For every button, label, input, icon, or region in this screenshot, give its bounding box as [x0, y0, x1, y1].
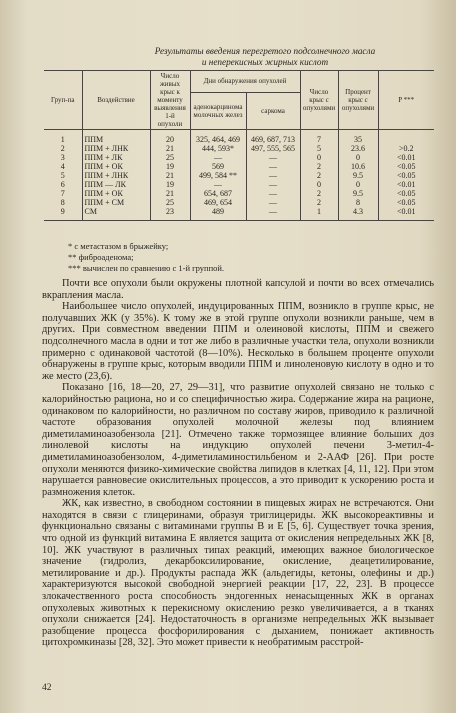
- table-row: [44, 180, 434, 189]
- table-cell: —: [246, 189, 300, 198]
- table-cell: —: [246, 207, 300, 221]
- table-cell: 8: [338, 198, 378, 207]
- body-text: [42, 278, 434, 649]
- table-cell: 5: [300, 144, 338, 153]
- table-cell: 19: [150, 162, 190, 171]
- table-cell: 325, 464, 469: [190, 130, 246, 145]
- table-cell: 9: [44, 207, 82, 221]
- table-cell: —: [246, 180, 300, 189]
- table-cell: ППМ + СМ: [82, 198, 150, 207]
- header-sarcoma: саркома: [246, 92, 300, 129]
- table-cell: 2: [44, 144, 82, 153]
- header-alive: Число живых крыс к моменту выявления 1-й опухоли: [150, 71, 190, 130]
- table-cell: <0.01: [378, 207, 434, 221]
- table-row: [44, 153, 434, 162]
- header-adenocarcinoma: аденокарцинома молочных желез: [190, 92, 246, 129]
- table-cell: 0: [338, 180, 378, 189]
- table-cell: 569: [190, 162, 246, 171]
- table-cell: <0.05: [378, 189, 434, 198]
- table-row: [44, 130, 434, 145]
- header-count: Число крыс с опухолями: [300, 71, 338, 130]
- table-cell: 23.6: [338, 144, 378, 153]
- table-cell: —: [246, 198, 300, 207]
- table-cell: 9.5: [338, 189, 378, 198]
- table-cell: 444, 593*: [190, 144, 246, 153]
- table-cell: 1: [44, 130, 82, 145]
- table-cell: 19: [150, 180, 190, 189]
- footnote-3: *** вычислен по сравнению с 1-й группой.: [68, 263, 225, 273]
- table-cell: <0.05: [378, 162, 434, 171]
- table-cell: 21: [150, 171, 190, 180]
- table-cell: 497, 555, 565: [246, 144, 300, 153]
- table-cell: 21: [150, 144, 190, 153]
- table-cell: 0: [300, 180, 338, 189]
- table-cell: СМ: [82, 207, 150, 221]
- table-cell: 7: [300, 130, 338, 145]
- table-cell: ППМ: [82, 130, 150, 145]
- table-cell: 3: [44, 153, 82, 162]
- table-row: [44, 144, 434, 153]
- table-cell: 6: [44, 180, 82, 189]
- paragraph: ЖК, как известно, в свободном состоянии в пищевых жирах не встречаются. Они находятся в связи с глицеринами, образуя триглицериды. ЖК высокореактивны и функционально связаны с витаминами группы В и Е [5, 6]. Существует точка зрения, что одной из функций витамина Е является защита от окисления непредельных ЖК [8, 10]. ЖК участвуют в различных типах реакций, имеющих важное биологическое значение (гидролиз, декарбоксилирование, окисление, деацетилирование, метилирование и др.). Продукты распада ЖК (альдегиды, кетоны, олефины и др.) характеризуются высокой свободной энергией реакции [17, 22, 23]. В процессе злокачественного роста способность эндогенных ненасыщенных ЖК в органах опухолевых животных к перекисному окислению резко увеличивается, а в тканях опухоли снижается [24]. Недостаточность в организме непредельных ЖК вызывает разобщение процесса фосфорилирования с дыханием, понижает активность цитохромкиназы [28, 32]. Это может привести к необратимым расстрой-: [42, 498, 434, 649]
- table-cell: 4.3: [338, 207, 378, 221]
- table-cell: 23: [150, 207, 190, 221]
- table-cell: ППМ + ОК: [82, 162, 150, 171]
- page-number: 42: [42, 683, 52, 693]
- table-cell: ППМ — ЛК: [82, 180, 150, 189]
- table-cell: 2: [300, 162, 338, 171]
- table-row: [44, 162, 434, 171]
- table-row: [44, 189, 434, 198]
- table-footnotes: [68, 241, 224, 274]
- paragraph: Показано [16, 18—20, 27, 29—31], что развитие опухолей связано не только с калорийностью рациона, но и со специфичностью жира. Содержание жира на рационе, одинаковом по калорийности, но различном по составу жиров, приводило к различной частоте образования опухолей молочной железы под влиянием диметиламиноазобензола [21]. Отмечено также тормозящее влияние больших доз линолевой кислоты на индукцию опухолей печени 3-метил-4-диметиламиноазобензолом, 4-диметиламиностильбеном и 2-ААФ [26]. При росте опухоли меняются физико-химические свойства липидов в клетках [4, 11, 12]. При этом нарушается равновесие окислительных процессов, а это приводит к ускорению роста и размножения клеток.: [42, 382, 434, 498]
- table-cell: [378, 130, 434, 145]
- footnote-2: ** фиброаденома;: [68, 252, 134, 262]
- table-cell: ППМ + ЛНК: [82, 171, 150, 180]
- table-cell: 25: [150, 153, 190, 162]
- table-cell: 654, 687: [190, 189, 246, 198]
- table-cell: <0.01: [378, 180, 434, 189]
- table-cell: 7: [44, 189, 82, 198]
- table-cell: 2: [300, 189, 338, 198]
- results-table: [44, 70, 434, 221]
- table-cell: 2: [300, 171, 338, 180]
- table-cell: 20: [150, 130, 190, 145]
- footnote-1: * с метастазом в брыжейку;: [68, 241, 169, 251]
- table-cell: —: [190, 153, 246, 162]
- header-detect-days: Дни обнаружения опухолей: [190, 71, 300, 93]
- table-row: [44, 207, 434, 221]
- table-cell: 10.6: [338, 162, 378, 171]
- table-cell: —: [246, 162, 300, 171]
- table-body: [44, 130, 434, 221]
- table-cell: 0: [338, 153, 378, 162]
- table-caption: [130, 46, 400, 68]
- table-cell: 469, 687, 713: [246, 130, 300, 145]
- header-percent: Процент крыс с опухолями: [338, 71, 378, 130]
- table-cell: 2: [300, 198, 338, 207]
- table-cell: 469, 654: [190, 198, 246, 207]
- table-cell: <0.05: [378, 198, 434, 207]
- table-cell: 499, 584 **: [190, 171, 246, 180]
- table-cell: 35: [338, 130, 378, 145]
- table-cell: 21: [150, 189, 190, 198]
- paragraph: Наибольшее число опухолей, индуцированных ППМ, возникло в группе крыс, не получавших ЖК (у 35%). К тому же в этой группе опухоли возникли раньше, чем в других. При совместном введении ППМ и олеиновой кислоты, ППМ и свежего подсолнечного масла в одни и тот же либо в различные участки тела, опухоли возникли примерно с одинаковой частотой (8—10%). Несколько в большем проценте опухоли обнаружены в группе крыс, которым вводили ППМ и линоленовую кислоту в одно и то же место (23,6).: [42, 301, 434, 382]
- table-cell: 5: [44, 171, 82, 180]
- table-row: [44, 171, 434, 180]
- table-cell: —: [246, 171, 300, 180]
- caption-line-2: и неперекисных жирных кислот: [201, 57, 329, 67]
- table-cell: ППМ + ЛНК: [82, 144, 150, 153]
- header-impact: Воздействие: [82, 71, 150, 130]
- table-cell: 9.5: [338, 171, 378, 180]
- table-cell: <0.05: [378, 171, 434, 180]
- table-cell: 4: [44, 162, 82, 171]
- caption-line-1: Результаты введения перегретого подсолнечного масла: [154, 46, 376, 56]
- table-cell: 489: [190, 207, 246, 221]
- table-cell: >0.2: [378, 144, 434, 153]
- table-cell: ППМ + ОК: [82, 189, 150, 198]
- table-cell: 8: [44, 198, 82, 207]
- table-cell: 25: [150, 198, 190, 207]
- table-cell: 1: [300, 207, 338, 221]
- table-cell: —: [190, 180, 246, 189]
- header-p: P ***: [378, 71, 434, 130]
- table-cell: 0: [300, 153, 338, 162]
- header-group: Груп-па: [44, 71, 82, 130]
- paragraph: Почти все опухоли были окружены плотной капсулой и почти во всех отмечались вкрапления масла.: [42, 278, 434, 301]
- table-cell: —: [246, 153, 300, 162]
- table-cell: <0.01: [378, 153, 434, 162]
- table-row: [44, 198, 434, 207]
- table-cell: ППМ + ЛК: [82, 153, 150, 162]
